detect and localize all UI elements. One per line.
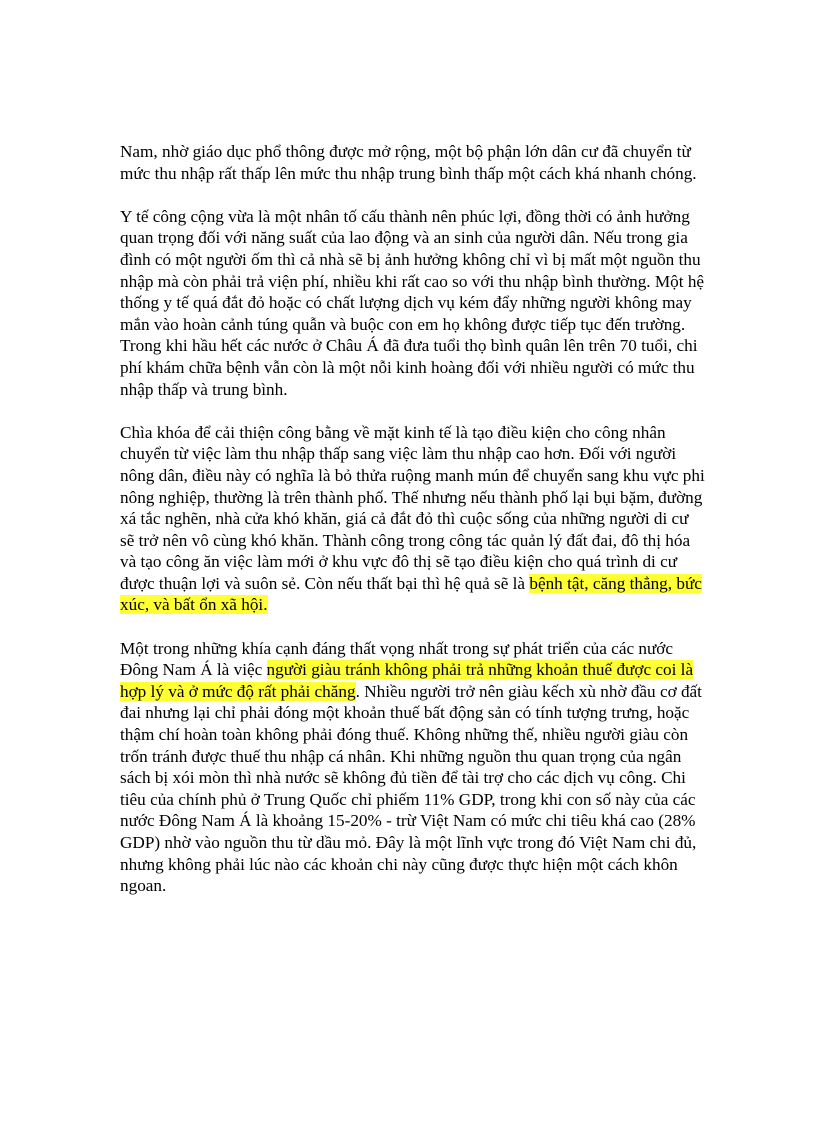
highlighted-text: người giàu tránh không phải trả những khoản thuế được coi là hợp lý và ở mức độ rất phải chăng xyxy=(120,660,694,701)
text-span: Nam, nhờ giáo dục phổ thông được mở rộng, một bộ phận lớn dân cư đã chuyển từ mức thu nhập rất thấp lên mức thu nhập trung bình thấp một cách khá nhanh chóng. xyxy=(120,142,697,183)
paragraph-public-health xyxy=(120,206,706,400)
text-span: . Nhiều người trở nên giàu kếch xù nhờ đầu cơ đất đai nhưng lại chỉ phải đóng một khoản thuế bất động sản có tính tượng trưng, hoặc thậm chí hoàn toàn không phải đóng thuế. Không những thế, nhiều người giàu còn trốn tránh được thuế thu nhập cá nhân. Khi những nguồn thu quan trọng của ngân sách bị xói mòn thì nhà nước sẽ không đủ tiền để tài trợ cho các dịch vụ công. Chi tiêu của chính phủ ở Trung Quốc chỉ phiếm 11% GDP, trong khi con số này của các nước Đông Nam Á là khoảng 15-20% - trừ Việt Nam có mức chi tiêu khá cao (28% GDP) nhờ vào nguồn thu từ dầu mỏ. Đây là một lĩnh vực trong đó Việt Nam chi đủ, nhưng không phải lúc nào các khoản chi này cũng được thực hiện một cách khôn ngoan. xyxy=(120,681,702,896)
paragraph-economic-equity xyxy=(120,422,706,616)
text-span: Chìa khóa để cải thiện công bằng về mặt kinh tế là tạo điều kiện cho công nhân chuyển từ việc làm thu nhập thấp sang việc làm thu nhập cao hơn. Đối với người nông dân, điều này có nghĩa là bỏ thửa ruộng manh mún để chuyển sang khu vực phi nông nghiệp, thường là trên thành phố. Thế nhưng nếu thành phố lại bụi bặm, đường xá tắc nghẽn, nhà cửa khó khăn, giá cả đắt đỏ thì cuộc sống của những người di cư sẽ trở nên vô cùng khó khăn. Thành công trong công tác quản lý đất đai, đô thị hóa và tạo công ăn việc làm mới ở khu vực đô thị sẽ tạo điều kiện cho quá trình di cư được thuận lợi và suôn sẻ. Còn nếu thất bại thì hệ quả sẽ là xyxy=(120,422,705,593)
document-page xyxy=(120,141,706,918)
highlighted-text: bệnh tật, căng thẳng, bức xúc, và bất ổn xã hội. xyxy=(120,573,702,615)
text-span: Một trong những khía cạnh đáng thất vọng nhất trong sự phát triển của các nước Đông Nam Á là việc xyxy=(120,638,673,680)
paragraph-taxation xyxy=(120,638,706,897)
paragraph-education xyxy=(120,141,706,184)
text-span: Y tế công cộng vừa là một nhân tố cấu thành nên phúc lợi, đồng thời có ảnh hưởng quan trọng đối với năng suất của lao động và an sinh của người dân. Nếu trong gia đình có một người ốm thì cả nhà sẽ bị ảnh hưởng không chỉ vì bị mất một nguồn thu nhập mà còn phải trả viện phí, nhiều khi rất cao so với thu nhập bình thường. Một hệ thống y tế quá đắt đỏ hoặc có chất lượng dịch vụ kém đẩy những người không may mắn vào hoàn cảnh túng quẫn và buộc con em họ không được tiếp tục đến trường. Trong khi hầu hết các nước ở Châu Á đã đưa tuổi thọ bình quân lên trên 70 tuổi, chi phí khám chữa bệnh vẫn còn là một nỗi kinh hoàng đối với nhiều người có mức thu nhập thấp và trung bình. xyxy=(120,206,705,399)
